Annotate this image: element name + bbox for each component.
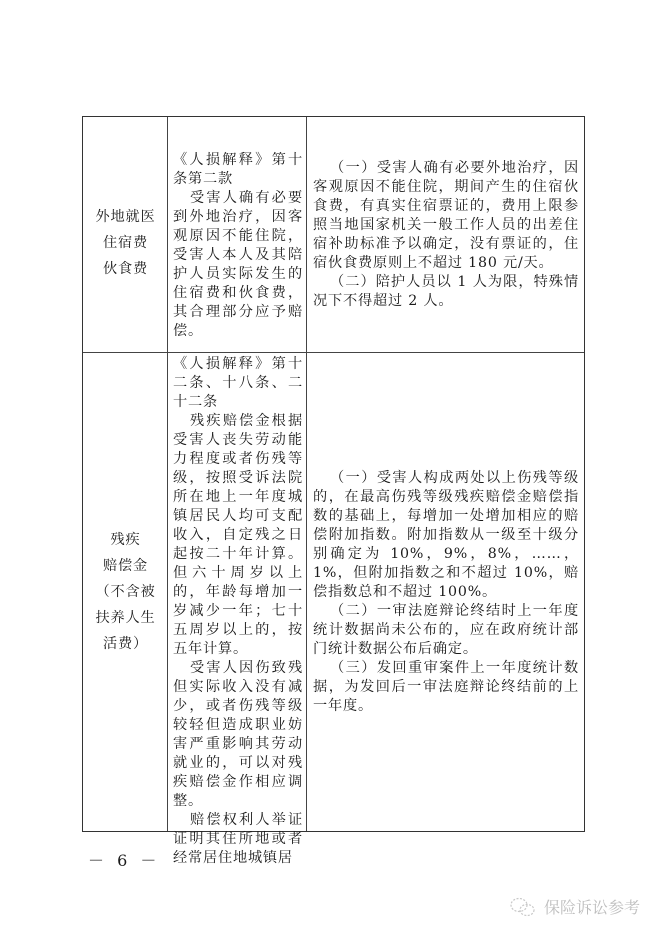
row-1-item-cell [83,117,168,353]
standard-paragraph: （三）发回重审案件上一年度统计数据，为发回后一审法庭辩论终结前的上一年度。 [313,660,579,714]
compensation-table [82,116,585,866]
basis-paragraph: 赔偿权利人举证证明其住所地或者经常居住地城镇居 [173,812,303,866]
basis-paragraph: 受害人因伤致残但实际收入没有减少，或者伤残等级较轻但造成职业妨害严重影响其劳动就业的，可以对残疾赔偿金作相应调整。 [173,660,303,809]
standard-paragraph: （一）受害人确有必要外地治疗，因客观原因不能住院，期间产生的住宿伙食费，有真实住宿票证的，费用上限参照当地国家机关一般工作人员的出差住宿补助标准予以确定，没有票证的，住宿伙食费原则上不超过 180 元/天。 [313,160,579,271]
row-1-standard-cell [313,159,579,311]
basis-paragraph: 受害人确有必要到外地治疗，因客观原因不能住院，受害人本人及其陪护人员实际发生的住宿费和伙食费，其合理部分应予赔偿。 [173,190,303,339]
row-2-standard-cell [313,469,579,716]
standard-paragraph: （二）一审法庭辩论终结时上一年度统计数据尚未公布的，应在政府统计部门统计数据公布后确定。 [313,603,579,657]
watermark [510,895,640,918]
item-label-line: 住宿费 [103,235,148,251]
wechat-icon [510,897,536,917]
row-2-basis-cell [173,355,303,868]
basis-paragraph: 残疾赔偿金根据受害人丧失劳动能力程度或者伤残等级，按照受诉法院所在地上一年度城镇居民人均可支配收入，自定残之日起按二十年计算。但六十周岁以上的，年龄每增加一岁减少一年；七十五周岁以上的，按五年计算。 [173,413,303,657]
standard-paragraph: （一）受害人构成两处以上伤残等级的，在最高伤残等级残疾赔偿金赔偿指数的基础上，每增加一处增加相应的赔偿附加指数。附加指数从一级至十级分别确定为 10%，9%，8%，……，1%，但附加指数之和不超过 10%，赔偿指数总和不超过 100%。 [313,470,579,600]
page-number: － 6 － [88,851,161,870]
basis-citation: 《人损解释》第十二条、十八条、二十二条 [173,356,303,410]
item-label-line: 活费） [103,636,148,652]
item-label-line: 伙食费 [103,261,148,277]
row-2-item-cell [83,353,168,831]
item-label-line: （不含被 [95,584,156,600]
item-label-line: 扶养人生 [95,610,156,626]
item-label-line: 残疾 [110,532,141,548]
watermark-text: 保险诉讼参考 [544,898,641,917]
column-divider [306,117,307,831]
item-label-line: 赔偿金 [103,558,148,574]
standard-paragraph: （二）陪护人员以 1 人为限，特殊情况下不得超过 2 人。 [313,274,579,309]
basis-citation: 《人损解释》第十条第二款 [173,152,303,187]
row-1-basis-cell [173,151,303,341]
item-label-line: 外地就医 [95,209,156,225]
